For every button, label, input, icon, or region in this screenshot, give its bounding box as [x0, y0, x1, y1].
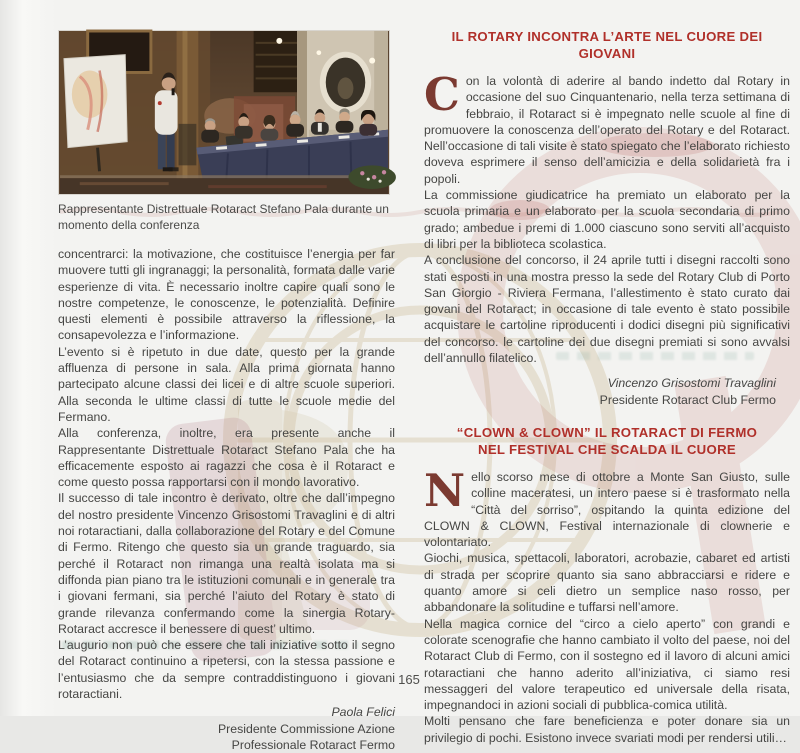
article-2-body — [424, 463, 790, 746]
paragraph: L’evento si è ripetuto in due date, questo per la grande affluenza di persone in sala. Alla prima giornata hanno partecipato alcune classi dei licei e di altre scuole superiori. Alla seconda le ultime classi di tutte le scuole medie del Fermano. — [58, 344, 395, 424]
paragraph: Alla conferenza, inoltre, era presente anche il Rappresentante Distrettuale Rotaract Stefano Pala che ha efficacemente esposto ai ragazzi che cosa è il Rotaract e come questo possa rapportarsi con il mondo lavorativo. — [58, 426, 395, 490]
paragraph: Nello scorso mese di ottobre a Monte San Giusto, sulle colline maceratesi, un intero paese si è trasformato nella “Città del sorriso”, ospitando la quinta edizione del CLOWN & CLOWN, Festival internazionale di clownerie e volontariato. — [424, 463, 790, 550]
paragraph: Il successo di tale incontro è derivato, oltre che dall’impegno del nostro presidente Vincenzo Grisostomi Travaglini e di altri noi rotaractiani, dalla collaborazione del Rotary e del Comune di Fermo. Ritengo che questo sia un grande traguardo, sia perché il Rotaract non rimanga una realtà isolata ma si diffonda pian piano tra le istituzioni comunali e in generale tra i giovani fermani, sia perché l’aiuto del Rotary è stato di grande rilevanza confermando come la sinergia Rotary-Rotaract accresce il benessere di quest’ ultimo. — [58, 491, 395, 636]
author-name: Vincenzo Grisostomi Travaglini — [607, 376, 776, 391]
conference-photo-illustration — [59, 31, 389, 194]
article-1-body — [424, 68, 790, 366]
page-number: 165 — [398, 672, 420, 687]
photo-caption: Rappresentante Distrettuale Rotaract Stefano Pala durante un momento della conferenza — [58, 202, 389, 232]
left-column — [58, 30, 395, 753]
paragraph: Con la volontà di aderire al bando indetto dal Rotary in occasione del suo Cinquantenario, nella terza settimana di febbraio, il Rotaract si è impegnato nelle scuole al fine di promuovere la conoscenza dell’operato del Rotary e del Rotaract. Nell’occasione di tali visite è stato spiegato che l’elaborato richiesto doveva esprimere il senso dell’amicizia e della solidarietà fra i popoli. — [424, 68, 790, 186]
right-column — [424, 28, 790, 746]
left-column-article — [58, 246, 395, 702]
paragraph: Molti pensano che fare beneficienza e poter donare sia un privilegio di pochi. Esistono invece svariati modi per rendersi utili… — [424, 714, 790, 745]
drop-cap: N — [424, 463, 466, 517]
article-title: IL ROTARY INCONTRA L’ARTE NEL CUORE DEI GIOVANI — [451, 29, 763, 61]
article-title: “CLOWN & CLOWN” IL ROTARACT DI FERMO NEL FESTIVAL CHE SCALDA IL CUORE — [456, 424, 758, 457]
conference-photo — [58, 30, 390, 195]
author-name: Paola Felici — [331, 705, 395, 720]
paragraph: Giochi, musica, spettacoli, laboratori, acrobazie, cabaret ed artisti di strada per scoprire quanto sia sano abbracciarsi e ridere e quanto amore si celi dietro un semplice naso rosso, per abbandonare la solitudine e tuffarsi nell’amore. — [424, 551, 790, 615]
left-article-signature — [58, 704, 395, 753]
author-role: Professionale Rotaract Fermo — [231, 737, 395, 752]
paragraph: A conclusione del concorso, il 24 aprile tutti i disegni raccolti sono stati esposti in una mostra presso la sede del Rotary Club di Porto San Giorgio - Riviera Fermana, l’allestimento è stato curato dai govani del Rotaract; in occasione di tale evento è stato possibile acquistare le cartoline riproducenti i dodici disegni più significativi del concorso. le cartoline dei due disegni premiati si sono avvalsi dell’annullo filatelico. — [424, 253, 790, 366]
article-1-signature — [424, 375, 776, 408]
paragraph: La commissione giudicatrice ha premiato un elaborato per la scuola primaria e un elaborato per la scuola secondaria di primo grado; ambedue i premi di 1.000 ciascuno sono serviti all’acquisto di libri per la biblioteca scolastica. — [424, 188, 790, 251]
scan-edge-shading — [0, 0, 56, 716]
paragraph: concentrarci: la motivazione, che costituisce l’energia per far muovere tutti gli ingranaggi; la personalità, formata dalle varie esperienze di vita. È necessario inoltre capire quali sono le nostre competenze, le conoscenze, le potenzialità. Definire questi elementi è possibile attraverso la riflessione, la consapevolezza e l’informazione. — [58, 247, 395, 343]
paragraph: Nella magica cornice del “circo a cielo aperto” con grandi e colorate scenografie che hanno cambiato il volto del paese, noi del Rotaract Club di Fermo, con il sostegno ed il lavoro di alcuni amici rotaractiani che hanno aderito all’iniziativa, ci siamo resi messaggeri del valore terapeutico ed universale della risata, impegnandoci in azioni sociali di pubblica-comica utilità. — [424, 616, 790, 713]
author-role: Presidente Commissione Azione — [217, 721, 395, 736]
drop-cap: C — [424, 68, 460, 121]
paragraph: L’augurio non può che essere che tali iniziative sotto il segno del Rotaract continuino a ripetersi, con la stessa passione e l’entusiasmo che da sempre contraddistinguono i giovani rotaractiani. — [58, 638, 395, 702]
author-role: Presidente Rotaract Club Fermo — [599, 392, 776, 407]
